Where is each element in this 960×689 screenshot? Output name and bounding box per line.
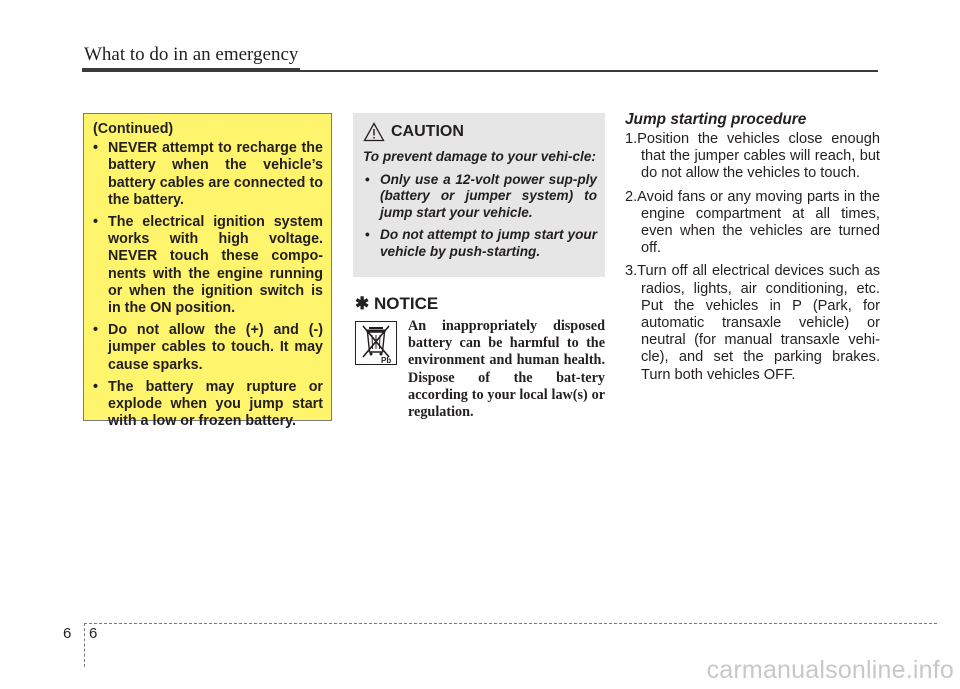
caution-intro: To prevent damage to your vehi-cle: (363, 149, 596, 164)
notice-text: An inappropriately disposed battery can be harmful to the environment and human health. Dispose of the bat-tery according to your local law(s) or regulation. (408, 318, 605, 421)
continued-label: (Continued) (93, 121, 174, 137)
notice-title: ✱ NOTICE (355, 294, 439, 313)
warning-list (92, 140, 323, 430)
warning-item: • NEVER attempt to recharge the battery when the vehicle’s battery cables are connected to the battery. (92, 140, 323, 209)
procedure-title: Jump starting procedure (625, 111, 807, 128)
warning-triangle-icon (363, 122, 385, 142)
page-number: 6 (89, 625, 98, 642)
watermark: carmanualsonline.info (706, 656, 954, 684)
section-title: What to do in an emergency (84, 44, 299, 65)
header-rule (300, 70, 878, 72)
header-rule-accent (82, 68, 300, 72)
pb-label: Pb (381, 356, 392, 365)
procedure-steps (625, 131, 880, 390)
footer-rule (84, 623, 937, 624)
procedure-step: 1.Position the vehicles close enough that the jumper cables will reach, but do not allow the vehicles to touch. (625, 131, 880, 182)
caution-list (363, 172, 597, 261)
caution-item: • Only use a 12-volt power sup-ply (battery or jumper system) to jump start your vehicle. (363, 172, 597, 222)
footer-divider (84, 623, 85, 667)
caution-box (353, 113, 605, 277)
warning-item: • Do not allow the (+) and (-) jumper cables to touch. It may cause sparks. (92, 322, 323, 374)
caution-item: • Do not attempt to jump start your vehicle by push-starting. (363, 227, 597, 260)
battery-disposal-pb-icon (355, 321, 397, 365)
caution-header (363, 121, 597, 143)
caution-title: CAUTION (391, 123, 464, 140)
procedure-step: 2.Avoid fans or any moving parts in the engine compartment at all times, even when the vehicles are turned off. (625, 188, 880, 257)
warning-item: • The electrical ignition system works with high voltage. NEVER touch these compo-nents with the engine running or when the ignition switch is in the ON position. (92, 214, 323, 317)
procedure-step: 3.Turn off all electrical devices such as radios, lights, air conditioning, etc. Put the vehicles in P (Park, for automatic transaxle vehicle) or neutral (for manual transaxle vehi-cle), and set the parking brakes. Turn both vehicles OFF. (625, 263, 880, 383)
chapter-number: 6 (63, 625, 72, 642)
warning-box (83, 113, 332, 430)
warning-item: • The battery may rupture or explode when you jump start with a low or frozen battery. (92, 379, 323, 431)
